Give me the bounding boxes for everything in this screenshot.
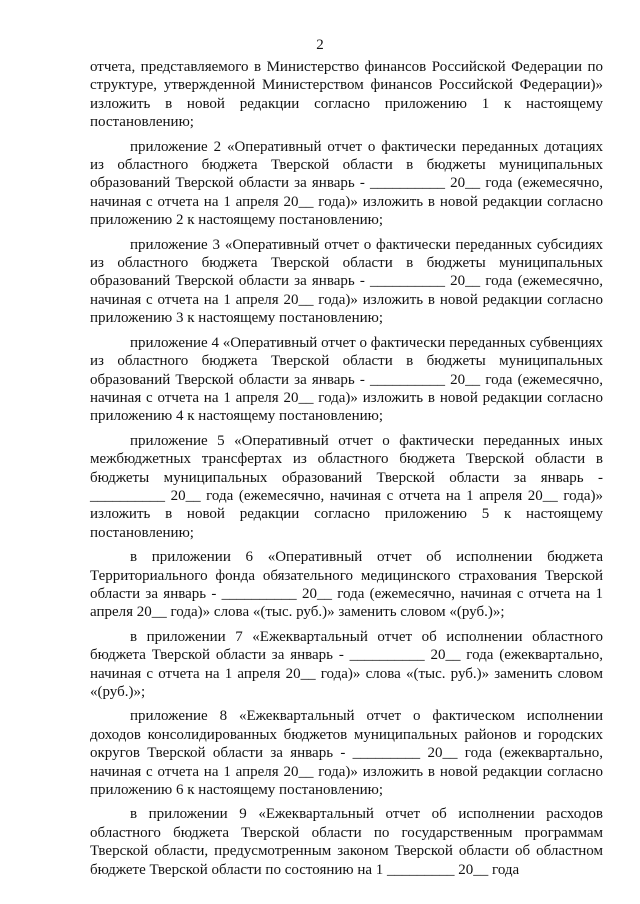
- paragraph: приложение 4 «Оперативный отчет о фактически переданных субвенциях из областного бюджета Тверской области в бюджеты муниципальных образований Тверской области за январь - __________ 20__ года (ежемесячно, начиная с отчета на 1 апреля 20__ года)» изложить в новой редакции согласно приложению 4 к настоящему постановлению;: [90, 334, 603, 425]
- paragraph: в приложении 7 «Ежеквартальный отчет об исполнении областного бюджета Тверской области за январь - __________ 20__ года (ежеквартально, начиная с отчета на 1 апреля 20__ года)» слова «(тыс. руб.)» заменить словом «(руб.)»;: [90, 628, 603, 700]
- paragraph: приложение 2 «Оперативный отчет о фактически переданных дотациях из областного бюджета Тверской области в бюджеты муниципальных образований Тверской области за январь - __________ 20__ года (ежемесячно, начиная с отчета на 1 апреля 20__ года)» изложить в новой редакции согласно приложению 2 к настоящему постановлению;: [90, 138, 603, 229]
- paragraph: приложение 3 «Оперативный отчет о фактически переданных субсидиях из областного бюджета Тверской области в бюджеты муниципальных образований Тверской области за январь - __________ 20__ года (ежемесячно, начиная с отчета на 1 апреля 20__ года)» изложить в новой редакции согласно приложению 3 к настоящему постановлению;: [90, 236, 603, 327]
- paragraph: отчета, представляемого в Министерство финансов Российской Федерации по структуре, утвержденной Министерством финансов Российской Федерации)» изложить в новой редакции согласно приложению 1 к настоящему постановлению;: [90, 59, 603, 131]
- paragraph: в приложении 6 «Оперативный отчет об исполнении бюджета Территориального фонда обязательного медицинского страхования Тверской области за январь - __________ 20__ года (ежемесячно, начиная с отчета на 1 апреля 20__ года)» слова «(тыс. руб.)» заменить словом «(руб.)»;: [90, 549, 603, 621]
- paragraph: приложение 8 «Ежеквартальный отчет о фактическом исполнении доходов консолидированных бюджетов муниципальных районов и городских округов Тверской области за январь - _________ 20__ года (ежеквартально, начиная с отчета на 1 апреля 20__ года)» изложить в новой редакции согласно приложению 6 к настоящему постановлению;: [90, 708, 603, 799]
- paragraph: в приложении 9 «Ежеквартальный отчет об исполнении расходов областного бюджета Тверской области по государственным программам Тверской области, предусмотренным законом Тверской области об областном бюджете Тверской области по состоянию на 1 _________ 20__ года: [90, 806, 603, 878]
- page-number: 2: [316, 37, 324, 53]
- paragraph: приложение 5 «Оперативный отчет о фактически переданных иных межбюджетных трансфертах из областного бюджета Тверской области в бюджеты муниципальных образований Тверской области за январь - __________ 20__ года (ежемесячно, начиная с отчета на 1 апреля 20__ года)» изложить в новой редакции согласно приложению 5 к настоящему постановлению;: [90, 432, 603, 541]
- document-body: [90, 58, 603, 885]
